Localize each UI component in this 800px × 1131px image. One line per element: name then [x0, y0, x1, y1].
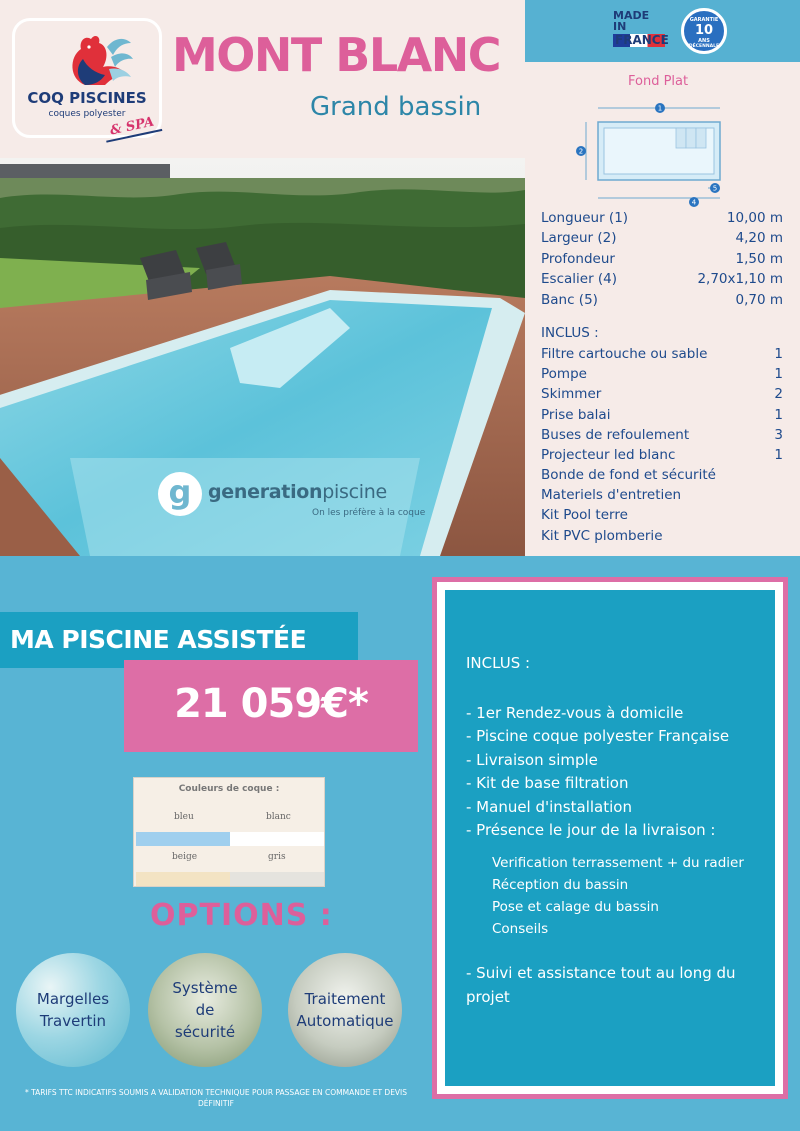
spec-label: Escalier (4)	[541, 271, 618, 288]
watermark-name-regular: piscine	[322, 481, 387, 503]
included-item	[541, 526, 783, 546]
assisted-included-frame	[432, 577, 788, 1099]
spec-value: 4,20 m	[735, 230, 783, 247]
swatch-label-blanc: blanc	[266, 812, 291, 822]
list-item: - Kit de base filtration	[466, 774, 629, 793]
included-item	[541, 344, 783, 364]
swatch-label-gris: gris	[268, 852, 286, 862]
included-label: Bonde de fond et sécurité	[541, 467, 716, 484]
colors-card-title: Couleurs de coque :	[178, 784, 280, 794]
swatch-bleu	[136, 832, 230, 846]
option-systeme-securite	[148, 953, 262, 1067]
included-qty: 1	[774, 446, 783, 463]
logo-tagline: coques polyester	[48, 109, 126, 119]
assisted-included-title: INCLUS :	[466, 654, 531, 672]
sub-list-item: Conseils	[492, 921, 549, 937]
included-label: Skimmer	[541, 386, 602, 403]
included-item	[541, 465, 783, 485]
offer-price: 21 059€*	[124, 660, 418, 752]
spec-row	[541, 269, 783, 289]
included-qty: 1	[774, 366, 783, 383]
logo-brand: COQ PISCINES	[27, 89, 147, 107]
included-title: INCLUS :	[541, 324, 599, 341]
garantie-bottom: DÉCENNALE	[688, 44, 720, 49]
top-section	[0, 0, 800, 556]
diagram-label: Fond Plat	[628, 74, 689, 89]
option-label-line: sécurité	[174, 1023, 236, 1041]
assisted-included-sublist	[492, 852, 744, 940]
marker-4-label: 4	[691, 198, 697, 207]
option-label-line: Traitement	[304, 990, 386, 1008]
spec-label: Profondeur	[541, 250, 615, 267]
swatch-beige	[136, 872, 230, 886]
spec-row	[541, 290, 783, 310]
included-label: Buses de refoulement	[541, 426, 690, 443]
spec-label: Largeur (2)	[541, 230, 617, 247]
offer-title: MA PISCINE ASSISTÉE	[0, 612, 358, 668]
watermark-name-bold: generation	[208, 481, 323, 503]
included-label: Projecteur led blanc	[541, 446, 676, 463]
watermark-tagline: On les préfère à la coque	[312, 508, 426, 518]
included-qty: 1	[774, 345, 783, 362]
list-item: - Piscine coque polyester Française	[466, 727, 730, 746]
included-qty: 1	[774, 406, 783, 423]
spec-label: Longueur (1)	[541, 210, 629, 226]
generation-piscine-watermark	[158, 472, 426, 524]
option-label	[16, 988, 130, 1032]
option-traitement-automatique	[288, 953, 402, 1067]
garantie-unit: ANS	[698, 38, 710, 44]
included-label: Pompe	[541, 366, 587, 383]
spec-value: 0,70 m	[735, 291, 783, 308]
garantie-years: 10	[694, 23, 714, 38]
swatch-label-beige: beige	[172, 852, 198, 862]
option-margelles-travertin	[16, 953, 130, 1067]
included-item	[541, 405, 783, 425]
rooster-icon	[55, 27, 135, 97]
price-disclaimer: * TARIFS TTC INDICATIFS SOUMIS A VALIDATION TECHNIQUE POUR PASSAGE EN COMMANDE ET DEVIS DÉFINITIF	[24, 1088, 408, 1108]
spec-value: 2,70x1,10 m	[697, 271, 783, 288]
list-item: - Manuel d'installation	[466, 797, 632, 816]
included-item	[541, 384, 783, 404]
marker-5-label: 5	[712, 184, 718, 193]
included-label: Prise balai	[541, 406, 611, 423]
pool-diagram	[574, 98, 734, 208]
page-subtitle: Grand bassin	[310, 92, 482, 122]
spec-row	[541, 249, 783, 269]
garantie-top: GARANTIE	[689, 17, 719, 23]
hull-colors-card	[133, 777, 325, 887]
included-qty: 3	[774, 426, 783, 443]
included-label: Kit PVC plomberie	[541, 527, 663, 544]
included-label: Kit Pool terre	[541, 507, 628, 524]
marker-1-label: 1	[657, 104, 663, 113]
included-item	[541, 445, 783, 465]
assisted-included-list	[466, 702, 778, 842]
option-label-line: Margelles	[36, 990, 110, 1008]
sub-list-item: Réception du bassin	[492, 877, 629, 893]
included-item	[541, 505, 783, 525]
option-label	[148, 977, 262, 1043]
swatch-gris	[230, 872, 324, 886]
watermark-name	[208, 481, 387, 503]
made-in-line2: FRANCE	[615, 33, 669, 47]
list-item: - 1er Rendez-vous à domicile	[466, 704, 684, 722]
option-label	[288, 988, 402, 1032]
swatch-label-bleu: bleu	[174, 812, 194, 822]
garantie-decennale-badge	[681, 8, 727, 54]
option-label-line: de	[195, 1001, 215, 1019]
list-item: - Livraison simple	[466, 750, 598, 769]
option-label-line: Travertin	[39, 1012, 107, 1030]
assisted-included-panel	[445, 590, 775, 1086]
generation-piscine-icon: g	[158, 472, 202, 516]
sub-list-item: Verification terrassement + du radier	[492, 855, 744, 871]
marker-2-label: 2	[578, 147, 584, 156]
spec-row	[541, 208, 783, 228]
made-in-france-badge	[613, 9, 669, 52]
included-label: Filtre cartouche ou sable	[541, 345, 708, 362]
included-item	[541, 364, 783, 384]
options-title: OPTIONS :	[150, 898, 333, 933]
badge-bar	[525, 0, 800, 62]
spec-label: Banc (5)	[541, 291, 598, 308]
made-in-line1: MADE IN	[613, 9, 650, 33]
logo-spa: & SPA	[103, 112, 162, 142]
option-label-line: Automatique	[296, 1012, 394, 1030]
list-item: - Présence le jour de la livraison :	[466, 820, 716, 839]
assisted-included-final: - Suivi et assistance tout au long du projet	[466, 964, 736, 1006]
spec-value: 1,50 m	[735, 250, 783, 267]
option-label-line: Système	[172, 979, 238, 997]
included-qty: 2	[774, 386, 783, 403]
specs-panel	[541, 208, 783, 546]
swatch-blanc	[230, 832, 324, 846]
included-item	[541, 425, 783, 445]
included-label: Materiels d'entretien	[541, 487, 682, 504]
page-title: MONT BLANC	[172, 28, 501, 82]
sub-list-item: Pose et calage du bassin	[492, 899, 659, 915]
spec-row	[541, 228, 783, 248]
included-item	[541, 485, 783, 505]
spec-value: 10,00 m	[726, 210, 783, 226]
